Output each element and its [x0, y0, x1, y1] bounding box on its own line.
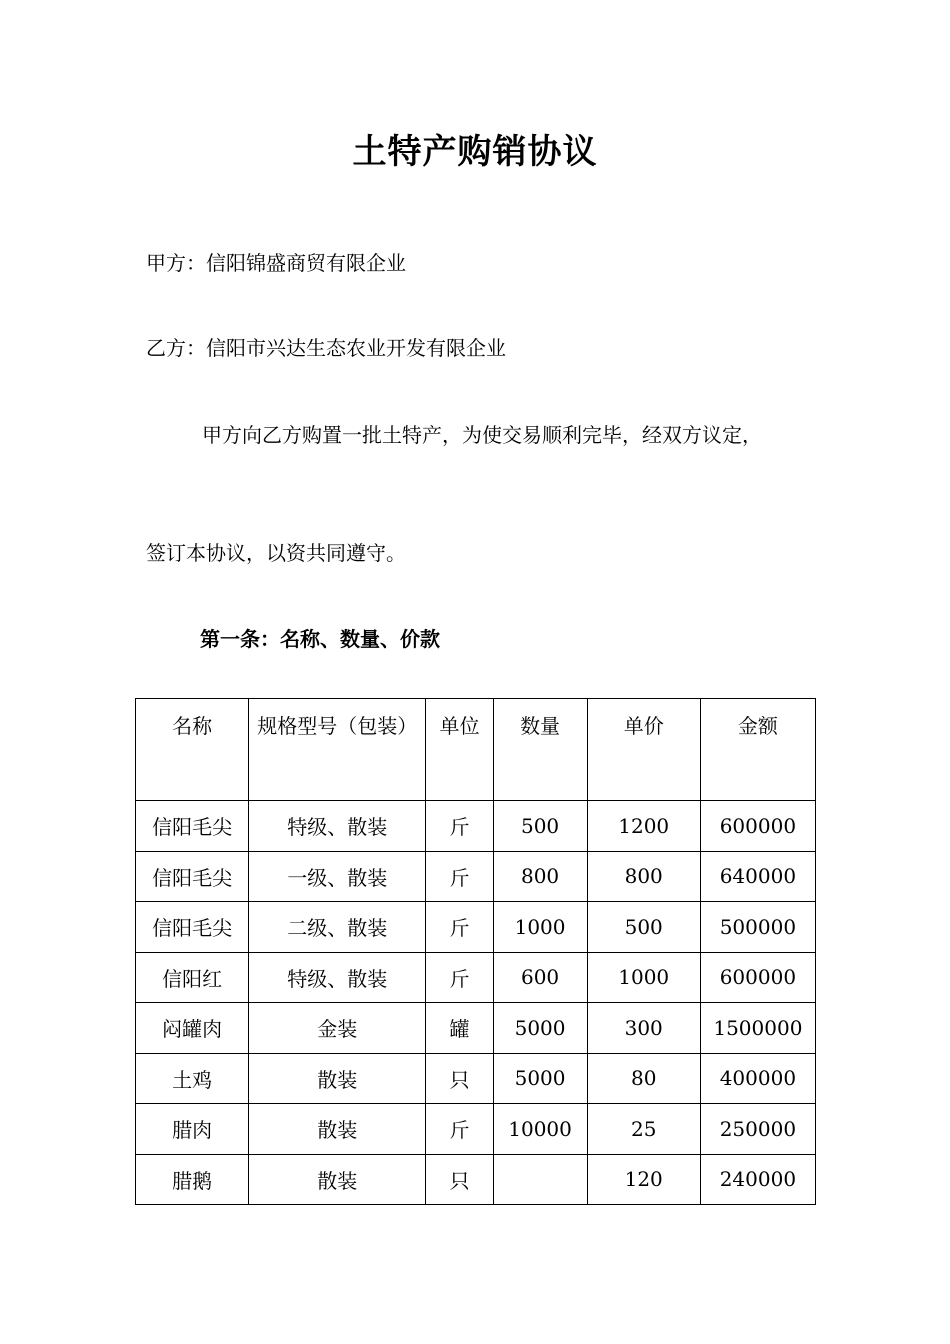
cell-amount: 640000	[700, 851, 815, 902]
cell-name: 腊鹅	[136, 1154, 249, 1205]
cell-unit-price: 800	[587, 851, 700, 902]
cell-name: 信阳毛尖	[136, 801, 249, 852]
cell-spec: 金装	[249, 1003, 426, 1054]
cell-amount: 240000	[700, 1154, 815, 1205]
cell-quantity: 5000	[493, 1053, 587, 1104]
cell-amount: 500000	[700, 902, 815, 953]
table-row	[136, 1154, 816, 1205]
cell-unit-price: 1000	[587, 952, 700, 1003]
cell-quantity: 800	[493, 851, 587, 902]
cell-unit-price: 120	[587, 1154, 700, 1205]
header-unit: 单位	[426, 699, 493, 801]
header-name: 名称	[136, 699, 249, 801]
cell-spec: 二级、散装	[249, 902, 426, 953]
cell-spec: 散装	[249, 1104, 426, 1155]
cell-quantity: 1000	[493, 902, 587, 953]
cell-unit-price: 300	[587, 1003, 700, 1054]
table-row	[136, 1053, 816, 1104]
cell-unit: 斤	[426, 952, 493, 1003]
intro-paragraph-line-2: 签订本协议，以资共同遵守。	[146, 541, 406, 565]
cell-unit: 斤	[426, 1104, 493, 1155]
header-quantity: 数量	[493, 699, 587, 801]
document-title: 土特产购销协议	[352, 132, 598, 172]
table-row	[136, 952, 816, 1003]
cell-amount: 400000	[700, 1053, 815, 1104]
table-row	[136, 801, 816, 852]
table-row	[136, 1104, 816, 1155]
cell-quantity: 10000	[493, 1104, 587, 1155]
cell-quantity: 5000	[493, 1003, 587, 1054]
cell-unit: 只	[426, 1154, 493, 1205]
cell-unit: 罐	[426, 1003, 493, 1054]
table-row	[136, 902, 816, 953]
cell-unit-price: 25	[587, 1104, 700, 1155]
cell-unit-price: 1200	[587, 801, 700, 852]
intro-paragraph-line-1: 甲方向乙方购置一批土特产，为使交易顺利完毕，经双方议定，	[202, 423, 762, 447]
cell-quantity: 600	[493, 952, 587, 1003]
cell-name: 信阳红	[136, 952, 249, 1003]
party-a-line: 甲方：信阳锦盛商贸有限企业	[146, 251, 406, 275]
cell-name: 信阳毛尖	[136, 851, 249, 902]
cell-spec: 散装	[249, 1154, 426, 1205]
cell-name: 腊肉	[136, 1104, 249, 1155]
cell-name: 闷罐肉	[136, 1003, 249, 1054]
cell-name: 信阳毛尖	[136, 902, 249, 953]
header-amount: 金额	[700, 699, 815, 801]
cell-spec: 一级、散装	[249, 851, 426, 902]
cell-unit: 只	[426, 1053, 493, 1104]
party-b-line: 乙方：信阳市兴达生态农业开发有限企业	[146, 336, 506, 360]
cell-unit-price: 500	[587, 902, 700, 953]
goods-table	[135, 698, 816, 1205]
cell-unit: 斤	[426, 801, 493, 852]
cell-amount: 600000	[700, 952, 815, 1003]
cell-name: 土鸡	[136, 1053, 249, 1104]
table-row	[136, 851, 816, 902]
cell-amount: 600000	[700, 801, 815, 852]
cell-spec: 特级、散装	[249, 801, 426, 852]
cell-spec: 特级、散装	[249, 952, 426, 1003]
cell-unit: 斤	[426, 851, 493, 902]
article-1-heading: 第一条：名称、数量、价款	[200, 627, 440, 651]
table-header-row	[136, 699, 816, 801]
cell-unit: 斤	[426, 902, 493, 953]
cell-amount: 1500000	[700, 1003, 815, 1054]
header-spec: 规格型号（包装）	[249, 699, 426, 801]
cell-quantity: 500	[493, 801, 587, 852]
header-unit-price: 单价	[587, 699, 700, 801]
table-row	[136, 1003, 816, 1054]
cell-unit-price: 80	[587, 1053, 700, 1104]
cell-quantity	[493, 1154, 587, 1205]
cell-spec: 散装	[249, 1053, 426, 1104]
cell-amount: 250000	[700, 1104, 815, 1155]
